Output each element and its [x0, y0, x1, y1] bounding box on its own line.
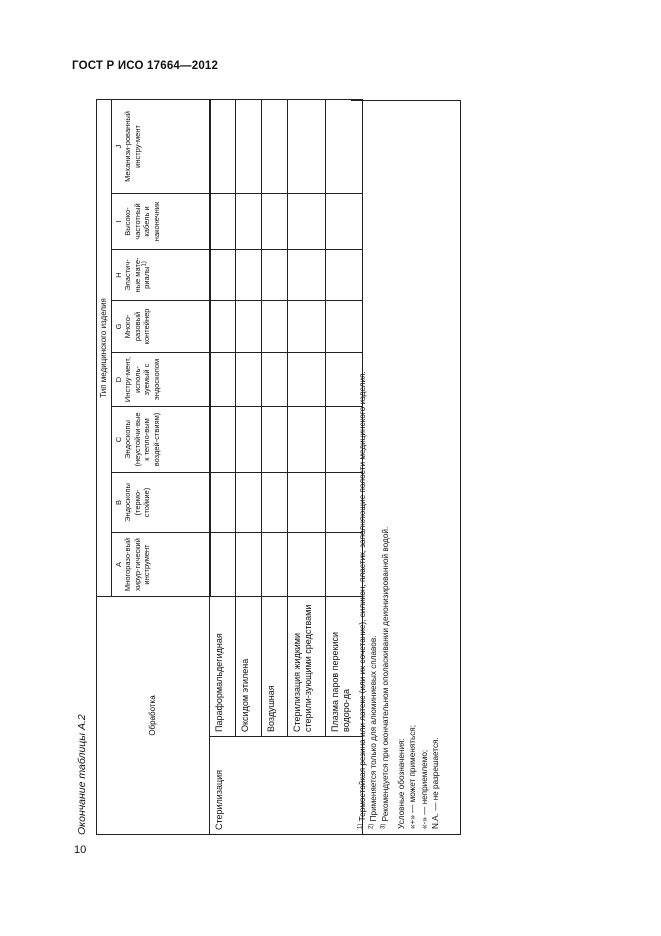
legend [396, 106, 441, 829]
page-header: ГОСТ Р ИСО 17664—2012 [72, 60, 219, 72]
row-label: Воздушная [262, 596, 288, 736]
legend-item: «+» — может применяться; [408, 724, 418, 829]
table-row [288, 99, 326, 834]
rotated-table-block [76, 100, 461, 835]
footnote-2: $^{2)}$ Применяется только для алюминиевых сплавов. [368, 635, 379, 829]
processing-table [96, 99, 363, 835]
table-caption: Окончание таблицы А.2 [76, 714, 88, 835]
row-label: Оксидом этилена [236, 596, 262, 736]
legend-item: «-» — неприемлемо; [419, 749, 429, 829]
processing-header: Обработка [97, 596, 210, 834]
row-label: Плазма паров перекиси водоро-да [326, 596, 363, 736]
table-footnotes [351, 100, 461, 835]
device-type-header: Тип медицинского изделия [97, 99, 112, 596]
column-header-a: A Многоразо-вый хирур-гический инструмент [112, 532, 210, 596]
footnote-1: $^{1)}$ Термостойкая резина или латекс (или их сочетание), силикон, пластик, заполняющие полости медицинского изделия. [357, 371, 367, 829]
group-label: Стерилизация [210, 737, 363, 835]
footnote-3: $^{3)}$ Рекомендуется при окончательном ополаскивании деионизированной водой. [379, 526, 390, 829]
table-row [210, 99, 236, 834]
row-label: Параформальдегидная [210, 596, 236, 736]
column-header-h: H Эластич-ные мате-риалы$^{1)}$ [112, 249, 210, 300]
row-label: Стерилизация жидкими стерили-зующими средствами [288, 596, 326, 736]
legend-title: Условные обозначения: [396, 738, 406, 829]
column-header-g: G Много-разовый контейнер [112, 300, 210, 352]
table-row [236, 99, 262, 834]
column-header-i: I Высоко-частотный кабель и наконечник [112, 193, 210, 249]
column-header-c: C Эндоскопы (неустойчи-вые к тепло-вым воздей-ствиям) [112, 406, 210, 472]
column-header-d: D Инстру-мент, исполь-зуемый с эндоскопом [112, 352, 210, 406]
legend-item: N.A. — не разрешается. [430, 737, 440, 829]
column-header-j: J Механизи-рованный инстру-мент [112, 99, 210, 193]
page-number: 10 [74, 844, 87, 856]
table-row [262, 99, 288, 834]
column-header-b: B Эндоскопы (термо-стойкие) [112, 472, 210, 532]
